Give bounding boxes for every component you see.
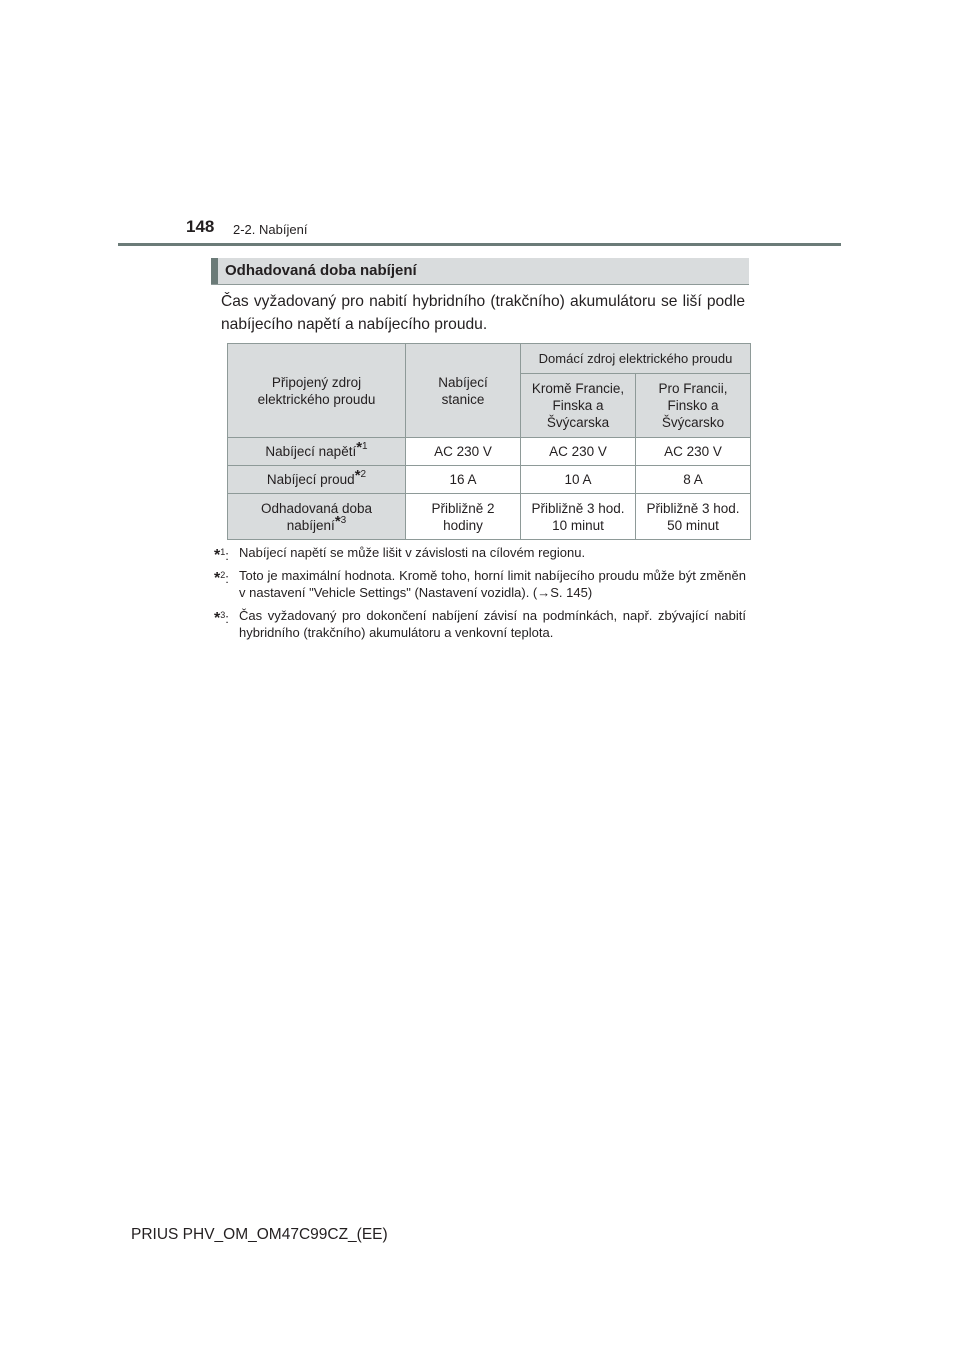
cell-home-fr: 8 A bbox=[636, 466, 751, 494]
footnote bbox=[214, 607, 746, 641]
footnotes bbox=[214, 544, 746, 647]
cell-station: Přibližně 2 hodiny bbox=[406, 494, 521, 540]
footnote-text: Nabíjecí napětí se může lišit v závislosti na cílovém regionu. bbox=[239, 545, 586, 560]
cell-station: 16 A bbox=[406, 466, 521, 494]
header-home: Domácí zdroj elektrického proudu bbox=[521, 344, 751, 374]
cell-station: AC 230 V bbox=[406, 438, 521, 466]
cell-home-other: Přibližně 3 hod. 10 minut bbox=[521, 494, 636, 540]
table-row bbox=[228, 438, 751, 466]
intro-paragraph: Čas vyžadovaný pro nabití hybridního (trakčního) akumulátoru se liší podle nabíjecího napětí a nabíjecího proudu. bbox=[221, 293, 745, 333]
row-label: Odhadovaná doba nabíjení$^{*^3}$ bbox=[228, 494, 406, 540]
heading-bar bbox=[211, 258, 749, 285]
footnote bbox=[214, 567, 746, 601]
charging-table bbox=[227, 343, 751, 540]
heading-accent bbox=[211, 258, 218, 284]
cell-home-fr: AC 230 V bbox=[636, 438, 751, 466]
header-source: Připojený zdroj elektrického proudu bbox=[228, 344, 406, 438]
heading-title: Odhadovaná doba nabíjení bbox=[225, 262, 417, 279]
footnote-marker: *$^1$: bbox=[214, 547, 229, 564]
table-row bbox=[228, 494, 751, 540]
table-header-row bbox=[228, 344, 751, 374]
header-divider bbox=[118, 243, 841, 246]
page-number: 148 bbox=[186, 217, 215, 236]
footnote-marker: *$^2$: bbox=[214, 570, 229, 587]
footnote-text: Čas vyžadovaný pro dokončení nabíjení závisí na podmínkách, např. zbývající nabití hybridního (trakčního) akumulátoru a venkovní teplota. bbox=[239, 608, 746, 640]
document-code: PRIUS PHV_OM_OM47C99CZ_(EE) bbox=[131, 1226, 388, 1243]
cell-home-other: AC 230 V bbox=[521, 438, 636, 466]
cell-home-other: 10 A bbox=[521, 466, 636, 494]
row-label: Nabíjecí proud$^{*^2}$ bbox=[228, 466, 406, 494]
cell-home-fr: Přibližně 3 hod. 50 minut bbox=[636, 494, 751, 540]
row-label: Nabíjecí napětí$^{*^1}$ bbox=[228, 438, 406, 466]
header-home-fr: Pro Francii, Finsko a Švýcarsko bbox=[636, 374, 751, 438]
table-row bbox=[228, 466, 751, 494]
section-title: 2-2. Nabíjení bbox=[233, 222, 308, 237]
header-station: Nabíjecí stanice bbox=[406, 344, 521, 438]
footnote bbox=[214, 544, 746, 564]
header-home-other: Kromě Francie, Finska a Švýcarska bbox=[521, 374, 636, 438]
footnote-marker: *$^3$: bbox=[214, 610, 229, 627]
footnote-text: Toto je maximální hodnota. Kromě toho, horní limit nabíjecího proudu může být změněn v nastavení "Vehicle Settings" (Nastavení vozidla). (→S. 145) bbox=[239, 568, 746, 600]
